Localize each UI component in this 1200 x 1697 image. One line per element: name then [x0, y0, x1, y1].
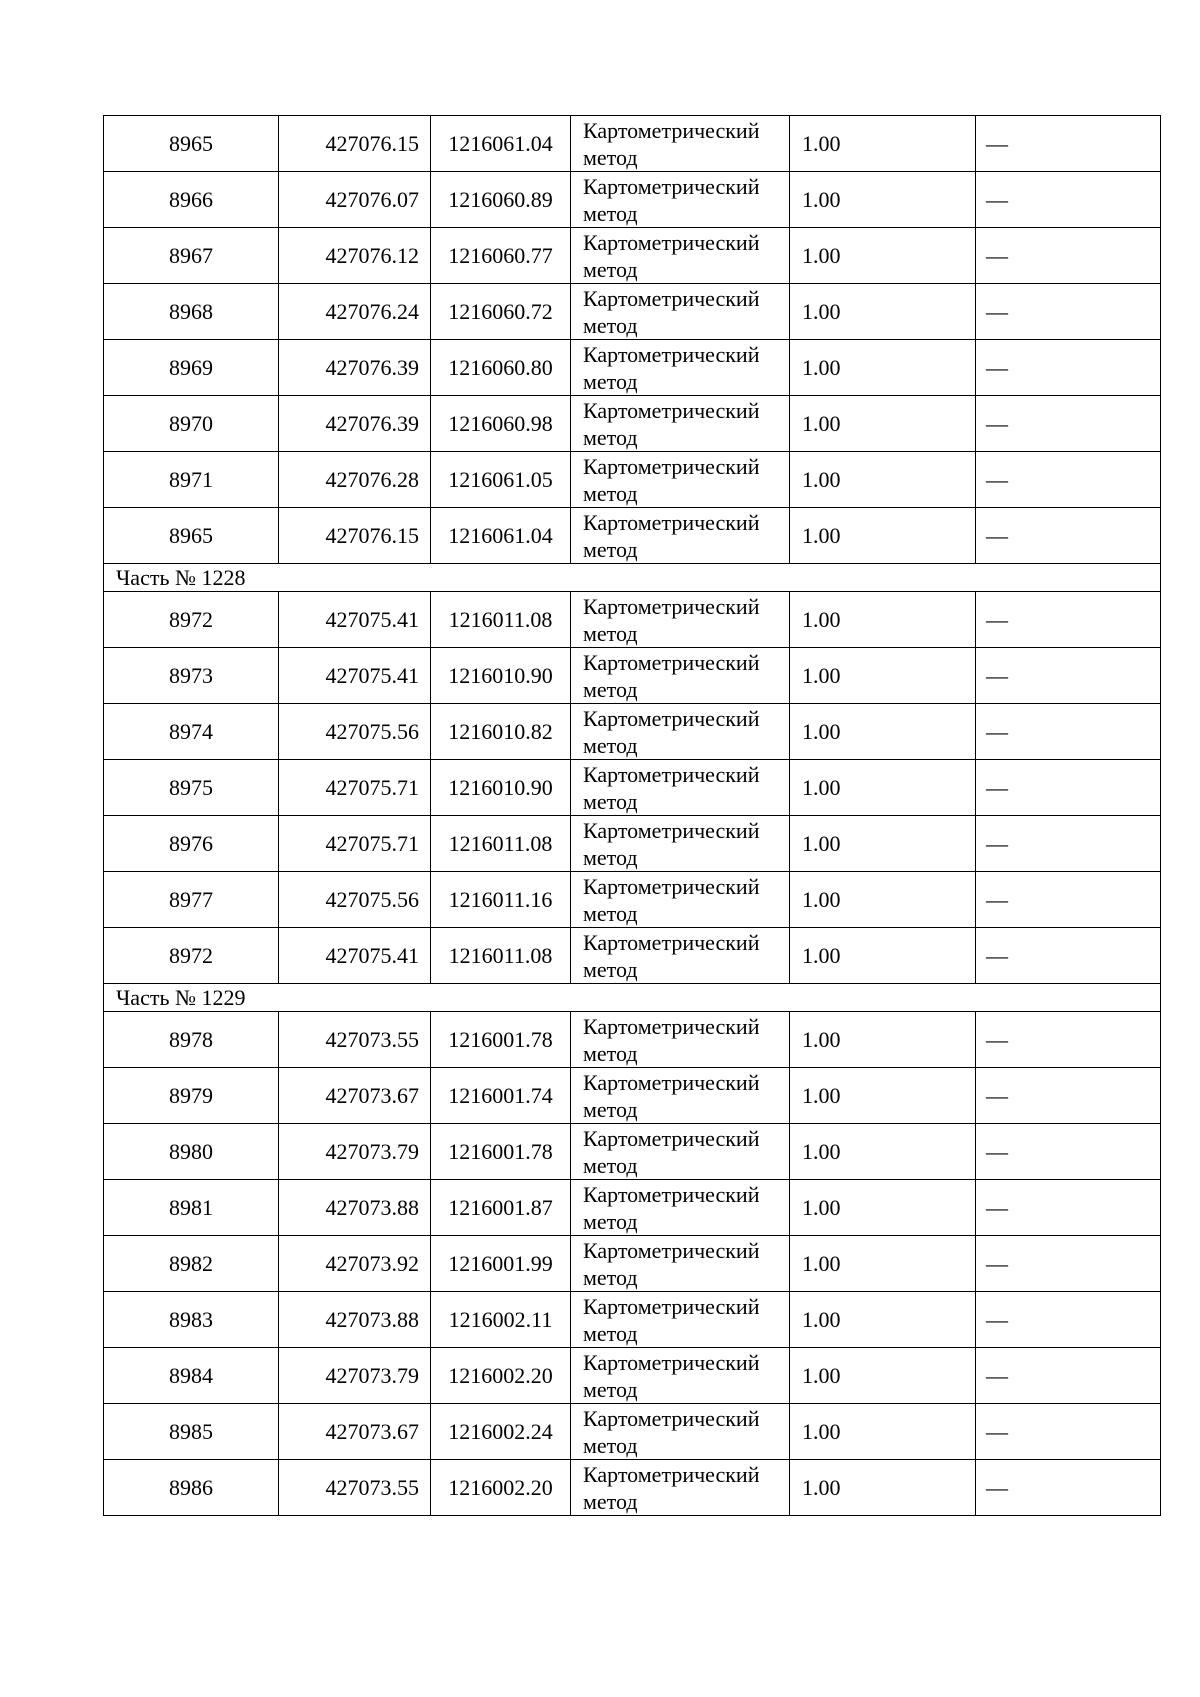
- y-coordinate-cell: 1216002.24: [431, 1404, 571, 1460]
- table-row: [104, 508, 1161, 564]
- method-line-1: Картометрический: [583, 1125, 760, 1151]
- point-number-cell: 8975: [104, 760, 279, 816]
- description-cell: —: [976, 1460, 1161, 1516]
- y-coordinate-cell: 1216010.82: [431, 704, 571, 760]
- accuracy-cell: 1.00: [790, 1180, 976, 1236]
- method-cell: [571, 1348, 790, 1404]
- point-number-cell: 8970: [104, 396, 279, 452]
- table-row: [104, 704, 1161, 760]
- point-number-cell: 8968: [104, 284, 279, 340]
- point-number-cell: 8972: [104, 592, 279, 648]
- description-cell: —: [976, 172, 1161, 228]
- method-line-1: Картометрический: [583, 1293, 760, 1319]
- table-row: [104, 452, 1161, 508]
- table-row: [104, 816, 1161, 872]
- description-cell: —: [976, 1180, 1161, 1236]
- accuracy-cell: 1.00: [790, 816, 976, 872]
- method-line-2: метод: [583, 1376, 638, 1402]
- table-row: [104, 1124, 1161, 1180]
- method-cell: [571, 396, 790, 452]
- method-line-1: Картометрический: [583, 761, 760, 787]
- x-coordinate-cell: 427075.56: [279, 872, 431, 928]
- method-line-1: Картометрический: [583, 1349, 760, 1375]
- x-coordinate-cell: 427073.79: [279, 1124, 431, 1180]
- method-cell: [571, 928, 790, 984]
- y-coordinate-cell: 1216001.78: [431, 1012, 571, 1068]
- method-line-1: Картометрический: [583, 509, 760, 535]
- y-coordinate-cell: 1216002.20: [431, 1460, 571, 1516]
- coordinates-table-body: [104, 116, 1161, 1516]
- method-line-2: метод: [583, 312, 638, 338]
- description-cell: —: [976, 508, 1161, 564]
- x-coordinate-cell: 427076.28: [279, 452, 431, 508]
- point-number-cell: 8983: [104, 1292, 279, 1348]
- table-row: [104, 648, 1161, 704]
- section-header-row: [104, 564, 1161, 592]
- description-cell: —: [976, 704, 1161, 760]
- accuracy-cell: 1.00: [790, 928, 976, 984]
- point-number-cell: 8974: [104, 704, 279, 760]
- method-line-1: Картометрический: [583, 229, 760, 255]
- x-coordinate-cell: 427076.15: [279, 116, 431, 172]
- method-line-2: метод: [583, 200, 638, 226]
- y-coordinate-cell: 1216010.90: [431, 648, 571, 704]
- point-number-cell: 8980: [104, 1124, 279, 1180]
- accuracy-cell: 1.00: [790, 228, 976, 284]
- description-cell: —: [976, 928, 1161, 984]
- x-coordinate-cell: 427075.41: [279, 592, 431, 648]
- method-line-1: Картометрический: [583, 285, 760, 311]
- description-cell: —: [976, 816, 1161, 872]
- method-line-2: метод: [583, 480, 638, 506]
- method-line-1: Картометрический: [583, 397, 760, 423]
- accuracy-cell: 1.00: [790, 1348, 976, 1404]
- method-cell: [571, 1460, 790, 1516]
- point-number-cell: 8965: [104, 508, 279, 564]
- accuracy-cell: 1.00: [790, 1068, 976, 1124]
- method-cell: [571, 284, 790, 340]
- method-line-1: Картометрический: [583, 1461, 760, 1487]
- y-coordinate-cell: 1216001.74: [431, 1068, 571, 1124]
- method-cell: [571, 1236, 790, 1292]
- point-number-cell: 8978: [104, 1012, 279, 1068]
- method-cell: [571, 172, 790, 228]
- x-coordinate-cell: 427076.39: [279, 396, 431, 452]
- description-cell: —: [976, 396, 1161, 452]
- accuracy-cell: 1.00: [790, 592, 976, 648]
- method-cell: [571, 1012, 790, 1068]
- method-cell: [571, 1292, 790, 1348]
- point-number-cell: 8982: [104, 1236, 279, 1292]
- method-cell: [571, 592, 790, 648]
- description-cell: —: [976, 1348, 1161, 1404]
- description-cell: —: [976, 1292, 1161, 1348]
- point-number-cell: 8981: [104, 1180, 279, 1236]
- method-line-1: Картометрический: [583, 1181, 760, 1207]
- method-line-1: Картометрический: [583, 705, 760, 731]
- accuracy-cell: 1.00: [790, 1460, 976, 1516]
- y-coordinate-cell: 1216002.20: [431, 1348, 571, 1404]
- table-row: [104, 1012, 1161, 1068]
- section-label: Часть № 1229: [104, 984, 1161, 1012]
- table-row: [104, 172, 1161, 228]
- y-coordinate-cell: 1216060.80: [431, 340, 571, 396]
- point-number-cell: 8977: [104, 872, 279, 928]
- table-row: [104, 592, 1161, 648]
- method-cell: [571, 452, 790, 508]
- method-cell: [571, 1404, 790, 1460]
- method-line-2: метод: [583, 368, 638, 394]
- coordinates-table: [103, 115, 1161, 1516]
- y-coordinate-cell: 1216060.89: [431, 172, 571, 228]
- x-coordinate-cell: 427075.71: [279, 760, 431, 816]
- point-number-cell: 8969: [104, 340, 279, 396]
- table-row: [104, 872, 1161, 928]
- x-coordinate-cell: 427075.56: [279, 704, 431, 760]
- method-line-2: метод: [583, 676, 638, 702]
- y-coordinate-cell: 1216061.04: [431, 116, 571, 172]
- method-line-1: Картометрический: [583, 341, 760, 367]
- table-row: [104, 760, 1161, 816]
- method-line-2: метод: [583, 1432, 638, 1458]
- description-cell: —: [976, 1236, 1161, 1292]
- point-number-cell: 8967: [104, 228, 279, 284]
- method-line-1: Картометрический: [583, 173, 760, 199]
- method-cell: [571, 1068, 790, 1124]
- method-line-1: Картометрический: [583, 929, 760, 955]
- accuracy-cell: 1.00: [790, 1012, 976, 1068]
- method-line-2: метод: [583, 956, 638, 982]
- y-coordinate-cell: 1216001.99: [431, 1236, 571, 1292]
- y-coordinate-cell: 1216002.11: [431, 1292, 571, 1348]
- y-coordinate-cell: 1216061.04: [431, 508, 571, 564]
- x-coordinate-cell: 427076.39: [279, 340, 431, 396]
- accuracy-cell: 1.00: [790, 508, 976, 564]
- y-coordinate-cell: 1216010.90: [431, 760, 571, 816]
- method-cell: [571, 508, 790, 564]
- description-cell: —: [976, 872, 1161, 928]
- method-cell: [571, 760, 790, 816]
- x-coordinate-cell: 427075.71: [279, 816, 431, 872]
- x-coordinate-cell: 427073.67: [279, 1404, 431, 1460]
- method-line-1: Картометрический: [583, 817, 760, 843]
- table-row: [104, 1348, 1161, 1404]
- table-row: [104, 1180, 1161, 1236]
- method-line-1: Картометрический: [583, 1069, 760, 1095]
- y-coordinate-cell: 1216011.08: [431, 592, 571, 648]
- table-row: [104, 340, 1161, 396]
- accuracy-cell: 1.00: [790, 704, 976, 760]
- method-cell: [571, 648, 790, 704]
- description-cell: —: [976, 116, 1161, 172]
- method-cell: [571, 116, 790, 172]
- table-row: [104, 396, 1161, 452]
- table-row: [104, 284, 1161, 340]
- method-line-2: метод: [583, 1208, 638, 1234]
- table-row: [104, 1236, 1161, 1292]
- accuracy-cell: 1.00: [790, 284, 976, 340]
- method-line-1: Картометрический: [583, 453, 760, 479]
- y-coordinate-cell: 1216060.72: [431, 284, 571, 340]
- description-cell: —: [976, 592, 1161, 648]
- accuracy-cell: 1.00: [790, 648, 976, 704]
- method-cell: [571, 1180, 790, 1236]
- method-line-2: метод: [583, 1264, 638, 1290]
- point-number-cell: 8979: [104, 1068, 279, 1124]
- method-line-2: метод: [583, 1320, 638, 1346]
- x-coordinate-cell: 427075.41: [279, 648, 431, 704]
- table-row: [104, 1460, 1161, 1516]
- method-line-1: Картометрический: [583, 1237, 760, 1263]
- point-number-cell: 8972: [104, 928, 279, 984]
- point-number-cell: 8985: [104, 1404, 279, 1460]
- accuracy-cell: 1.00: [790, 116, 976, 172]
- method-cell: [571, 340, 790, 396]
- accuracy-cell: 1.00: [790, 340, 976, 396]
- x-coordinate-cell: 427073.92: [279, 1236, 431, 1292]
- description-cell: —: [976, 760, 1161, 816]
- x-coordinate-cell: 427073.55: [279, 1012, 431, 1068]
- method-line-2: метод: [583, 536, 638, 562]
- table-row: [104, 928, 1161, 984]
- point-number-cell: 8976: [104, 816, 279, 872]
- method-line-2: метод: [583, 256, 638, 282]
- y-coordinate-cell: 1216001.78: [431, 1124, 571, 1180]
- method-line-2: метод: [583, 1488, 638, 1514]
- description-cell: —: [976, 1012, 1161, 1068]
- point-number-cell: 8984: [104, 1348, 279, 1404]
- accuracy-cell: 1.00: [790, 172, 976, 228]
- y-coordinate-cell: 1216060.98: [431, 396, 571, 452]
- table-row: [104, 228, 1161, 284]
- point-number-cell: 8971: [104, 452, 279, 508]
- method-line-1: Картометрический: [583, 593, 760, 619]
- method-line-2: метод: [583, 620, 638, 646]
- x-coordinate-cell: 427075.41: [279, 928, 431, 984]
- y-coordinate-cell: 1216011.08: [431, 816, 571, 872]
- method-cell: [571, 228, 790, 284]
- section-header-row: [104, 984, 1161, 1012]
- y-coordinate-cell: 1216060.77: [431, 228, 571, 284]
- accuracy-cell: 1.00: [790, 1124, 976, 1180]
- method-line-1: Картометрический: [583, 117, 760, 143]
- method-line-1: Картометрический: [583, 873, 760, 899]
- point-number-cell: 8973: [104, 648, 279, 704]
- method-line-2: метод: [583, 144, 638, 170]
- accuracy-cell: 1.00: [790, 760, 976, 816]
- y-coordinate-cell: 1216001.87: [431, 1180, 571, 1236]
- method-line-2: метод: [583, 732, 638, 758]
- x-coordinate-cell: 427073.79: [279, 1348, 431, 1404]
- description-cell: —: [976, 1404, 1161, 1460]
- table-row: [104, 116, 1161, 172]
- x-coordinate-cell: 427076.15: [279, 508, 431, 564]
- method-cell: [571, 816, 790, 872]
- table-row: [104, 1068, 1161, 1124]
- method-line-2: метод: [583, 844, 638, 870]
- method-line-1: Картометрический: [583, 1013, 760, 1039]
- x-coordinate-cell: 427073.67: [279, 1068, 431, 1124]
- section-label: Часть № 1228: [104, 564, 1161, 592]
- method-cell: [571, 1124, 790, 1180]
- description-cell: —: [976, 340, 1161, 396]
- accuracy-cell: 1.00: [790, 1404, 976, 1460]
- method-cell: [571, 872, 790, 928]
- description-cell: —: [976, 1068, 1161, 1124]
- x-coordinate-cell: 427076.07: [279, 172, 431, 228]
- method-line-2: метод: [583, 1040, 638, 1066]
- table-row: [104, 1404, 1161, 1460]
- description-cell: —: [976, 648, 1161, 704]
- x-coordinate-cell: 427073.88: [279, 1180, 431, 1236]
- point-number-cell: 8966: [104, 172, 279, 228]
- accuracy-cell: 1.00: [790, 452, 976, 508]
- x-coordinate-cell: 427073.55: [279, 1460, 431, 1516]
- method-line-2: метод: [583, 788, 638, 814]
- description-cell: —: [976, 284, 1161, 340]
- point-number-cell: 8986: [104, 1460, 279, 1516]
- x-coordinate-cell: 427076.12: [279, 228, 431, 284]
- method-line-2: метод: [583, 1096, 638, 1122]
- method-line-2: метод: [583, 424, 638, 450]
- x-coordinate-cell: 427076.24: [279, 284, 431, 340]
- method-line-2: метод: [583, 1152, 638, 1178]
- method-cell: [571, 704, 790, 760]
- method-line-1: Картометрический: [583, 1405, 760, 1431]
- description-cell: —: [976, 1124, 1161, 1180]
- accuracy-cell: 1.00: [790, 1292, 976, 1348]
- method-line-1: Картометрический: [583, 649, 760, 675]
- y-coordinate-cell: 1216011.16: [431, 872, 571, 928]
- description-cell: —: [976, 452, 1161, 508]
- accuracy-cell: 1.00: [790, 872, 976, 928]
- accuracy-cell: 1.00: [790, 396, 976, 452]
- point-number-cell: 8965: [104, 116, 279, 172]
- accuracy-cell: 1.00: [790, 1236, 976, 1292]
- x-coordinate-cell: 427073.88: [279, 1292, 431, 1348]
- y-coordinate-cell: 1216011.08: [431, 928, 571, 984]
- description-cell: —: [976, 228, 1161, 284]
- y-coordinate-cell: 1216061.05: [431, 452, 571, 508]
- table-row: [104, 1292, 1161, 1348]
- method-line-2: метод: [583, 900, 638, 926]
